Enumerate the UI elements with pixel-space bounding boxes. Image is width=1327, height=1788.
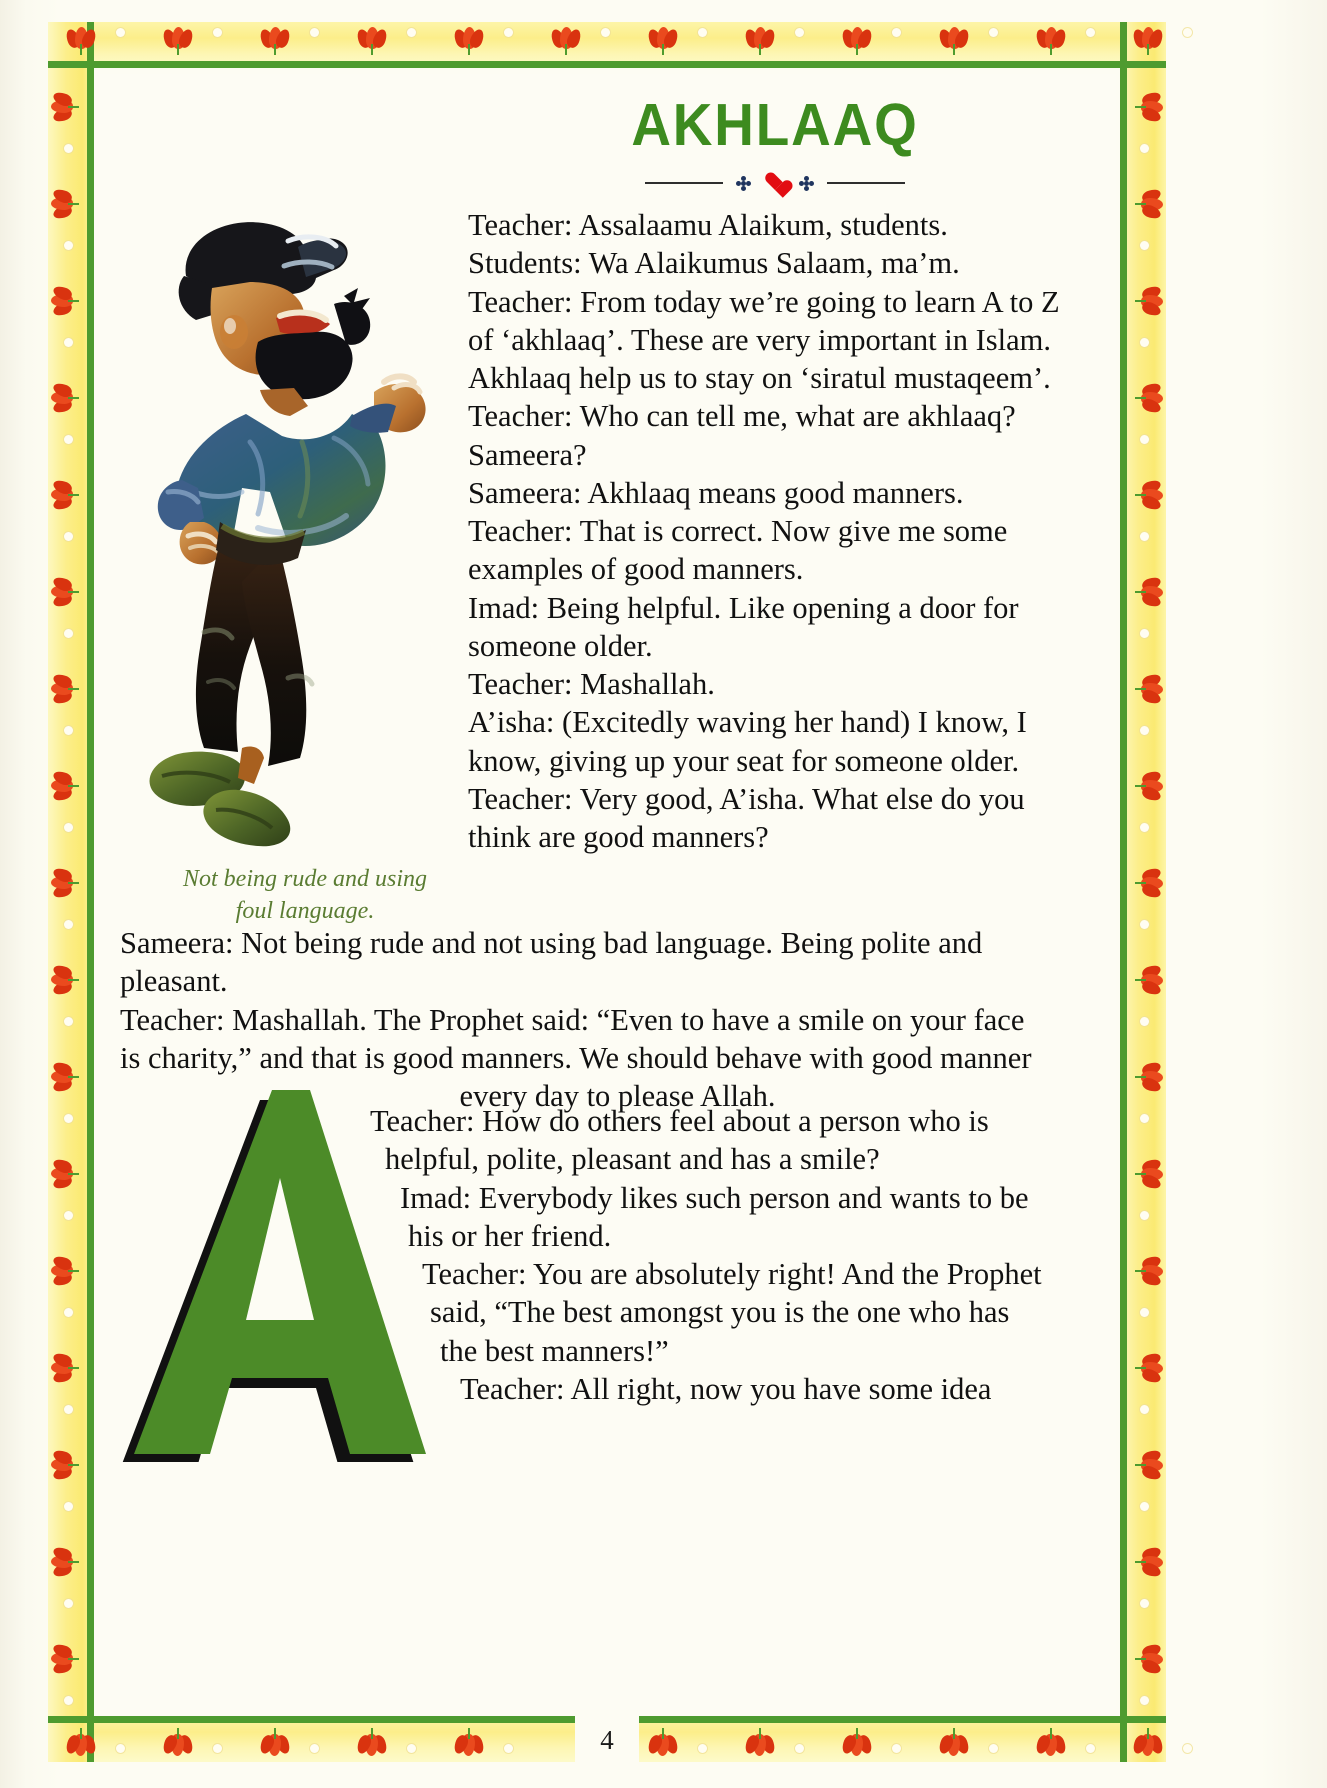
border-dot	[1140, 1308, 1149, 1317]
page-content	[100, 74, 1116, 1710]
dialogue-line: Akhlaaq help us to stay on ‘siratul mustaqeem’.	[468, 361, 1051, 396]
dialogue-line: Teacher: Mashallah.	[468, 667, 715, 702]
tulip-icon	[51, 480, 81, 510]
border-dot	[64, 1114, 73, 1123]
tulip-icon	[1133, 480, 1163, 510]
illustration-caption	[130, 864, 480, 928]
tulip-icon	[163, 1726, 193, 1756]
tulip-icon	[1133, 189, 1163, 219]
wrapped-paragraph-line: Teacher: How do others feel about a person who is	[370, 1104, 989, 1138]
border-dot	[64, 1502, 73, 1511]
border-dot	[698, 28, 707, 37]
dialogue-line: A’isha: (Excitedly waving her hand) I know, I	[468, 705, 1027, 740]
dialogue-line: Teacher: From today we’re going to learn A to Z	[468, 284, 1060, 319]
border-dot	[64, 532, 73, 541]
tulip-icon	[357, 27, 387, 57]
paragraph-line: is charity,” and that is good manners. We should behave with good manner	[120, 1040, 1032, 1075]
tulip-icon	[454, 27, 484, 57]
tulip-icon	[648, 1726, 678, 1756]
tulip-icon	[1133, 286, 1163, 316]
dialogue-line: think are good manners?	[468, 820, 769, 855]
border-dot	[504, 28, 513, 37]
tulip-icon	[66, 27, 96, 57]
tulip-icon	[1133, 1726, 1163, 1756]
divider-rule-right	[827, 182, 905, 184]
page-title: AKHLAAQ	[631, 92, 919, 158]
border-dot	[989, 28, 998, 37]
border-dot	[116, 1744, 125, 1753]
border-dot	[116, 28, 125, 37]
border-dot	[64, 629, 73, 638]
tulip-icon	[51, 1159, 81, 1189]
border-dot	[989, 1744, 998, 1753]
border-dot	[1140, 1502, 1149, 1511]
border-dot	[64, 144, 73, 153]
tulip-icon	[51, 868, 81, 898]
dialogue-line: know, giving up your seat for someone older.	[468, 743, 1020, 778]
wrapped-paragraph-line: Teacher: You are absolutely right! And the Prophet	[422, 1257, 1042, 1292]
border-dot	[1140, 629, 1149, 638]
border-dot	[1140, 241, 1149, 250]
border-dot	[1140, 1696, 1149, 1705]
border-dot	[64, 1308, 73, 1317]
border-dot	[1140, 1211, 1149, 1220]
tulip-icon	[454, 1726, 484, 1756]
tulip-icon	[1133, 965, 1163, 995]
tulip-icon	[51, 286, 81, 316]
ornamental-divider	[455, 173, 1095, 193]
paragraph-line: every day to please Allah.	[459, 1079, 776, 1114]
dialogue-line: of ‘akhlaaq’. These are very important in Islam.	[468, 322, 1051, 357]
tulip-icon	[51, 1353, 81, 1383]
border-dot	[1140, 1599, 1149, 1608]
tulip-icon	[842, 27, 872, 57]
tulip-icon	[51, 577, 81, 607]
tulip-icon	[51, 189, 81, 219]
border-dot	[795, 1744, 804, 1753]
paragraph-wrapped	[100, 1102, 1112, 1408]
tulip-icon	[551, 27, 581, 57]
tulip-icon	[1133, 27, 1163, 57]
border-dot	[64, 1696, 73, 1705]
tulip-icon	[357, 1726, 387, 1756]
wrapped-paragraph-line: Teacher: All right, now you have some idea	[460, 1371, 992, 1406]
dialogue-line: Teacher: Very good, A’isha. What else do you	[468, 781, 1025, 816]
border-dot	[310, 1744, 319, 1753]
quatrefoil-icon-left	[736, 176, 751, 191]
tulip-icon	[939, 27, 969, 57]
tulip-icon	[1133, 1450, 1163, 1480]
border-dot	[1140, 823, 1149, 832]
tulip-icon	[1133, 1159, 1163, 1189]
tulip-icon	[1133, 771, 1163, 801]
tulip-icon	[1133, 674, 1163, 704]
tulip-icon	[260, 1726, 290, 1756]
wrapped-paragraph-line: his or her friend.	[408, 1218, 612, 1253]
border-dot	[64, 435, 73, 444]
border-inner-line-left	[87, 22, 94, 1762]
border-dot	[1140, 1017, 1149, 1026]
border-dot	[892, 28, 901, 37]
border-dot	[64, 726, 73, 735]
dialogue-line: Imad: Being helpful. Like opening a door for	[468, 590, 1019, 625]
border-inner-line-top	[48, 61, 1166, 68]
tulip-icon	[51, 771, 81, 801]
border-dot	[1140, 435, 1149, 444]
tulip-icon	[1133, 1062, 1163, 1092]
tulip-icon	[51, 92, 81, 122]
paragraph-line: pleasant.	[120, 964, 228, 999]
dialogue-line: examples of good manners.	[468, 552, 804, 587]
border-dot	[1140, 338, 1149, 347]
illustration-angry-boy	[138, 192, 468, 872]
tulip-icon	[51, 1644, 81, 1674]
border-dot	[1086, 1744, 1095, 1753]
border-dot	[64, 1211, 73, 1220]
tulip-icon	[1036, 1726, 1066, 1756]
border-dot	[64, 920, 73, 929]
tulip-icon	[51, 1547, 81, 1577]
page-number: 4	[600, 1725, 614, 1755]
tulip-icon	[51, 1062, 81, 1092]
heart-icon	[764, 173, 786, 193]
border-dot	[64, 1405, 73, 1414]
border-dot	[64, 1599, 73, 1608]
tulip-icon	[1133, 868, 1163, 898]
dialogue-line: Sameera?	[468, 437, 587, 472]
border-dot	[1140, 1114, 1149, 1123]
wrapped-paragraph-line: the best manners!”	[440, 1333, 669, 1368]
dialogue-line: Teacher: Assalaamu Alaikum, students.	[468, 208, 948, 242]
tulip-icon	[745, 27, 775, 57]
border-dot	[1140, 920, 1149, 929]
tulip-icon	[51, 674, 81, 704]
border-dot	[1140, 726, 1149, 735]
dialogue-line: Teacher: Who can tell me, what are akhlaaq?	[468, 399, 1016, 434]
border-dot	[64, 338, 73, 347]
tulip-icon	[1133, 92, 1163, 122]
tulip-icon	[163, 27, 193, 57]
tulip-icon	[939, 1726, 969, 1756]
border-dot	[1183, 28, 1192, 37]
border-dot	[1183, 1744, 1192, 1753]
tulip-icon	[745, 1726, 775, 1756]
border-inner-line-right	[1120, 22, 1127, 1762]
dialogue-column	[468, 206, 1108, 857]
tulip-icon	[260, 27, 290, 57]
wrapped-paragraph-line: helpful, polite, pleasant and has a smile?	[385, 1142, 880, 1177]
tulip-icon	[1133, 1256, 1163, 1286]
border-dot	[698, 1744, 707, 1753]
tulip-icon	[51, 1256, 81, 1286]
border-dot	[310, 28, 319, 37]
caption-line-1: Not being rude and using	[183, 866, 427, 892]
tulip-icon	[66, 1726, 96, 1756]
tulip-icon	[1133, 1644, 1163, 1674]
tulip-icon	[648, 27, 678, 57]
border-dot	[1140, 1405, 1149, 1414]
quatrefoil-icon-right	[799, 176, 814, 191]
border-dot	[407, 28, 416, 37]
tulip-icon	[1133, 1547, 1163, 1577]
dialogue-line: someone older.	[468, 628, 653, 663]
border-dot	[601, 28, 610, 37]
border-dot	[1086, 28, 1095, 37]
border-dot	[795, 28, 804, 37]
wrapped-paragraph-line: said, “The best amongst you is the one who has	[430, 1295, 1010, 1330]
tulip-icon	[51, 383, 81, 413]
caption-line-2: foul language.	[235, 897, 375, 924]
heading-block	[455, 92, 1095, 193]
tulip-icon	[1036, 27, 1066, 57]
tulip-icon	[842, 1726, 872, 1756]
border-dot	[213, 28, 222, 37]
dialogue-line: Sameera: Akhlaaq means good manners.	[468, 475, 964, 510]
dialogue-line: Teacher: That is correct. Now give me some	[468, 514, 1008, 549]
paragraph-line: Sameera: Not being rude and not using bad language. Being polite and	[120, 926, 983, 960]
border-dot	[213, 1744, 222, 1753]
border-dot	[64, 241, 73, 250]
border-dot	[1140, 532, 1149, 541]
border-dot	[504, 1744, 513, 1753]
tulip-icon	[51, 965, 81, 995]
border-dot	[64, 823, 73, 832]
border-dot	[892, 1744, 901, 1753]
border-dot	[407, 1744, 416, 1753]
tulip-icon	[1133, 383, 1163, 413]
border-dot	[1140, 144, 1149, 153]
paragraph-line: Teacher: Mashallah. The Prophet said: “Even to have a smile on your face	[120, 1002, 1025, 1037]
tulip-icon	[1133, 1353, 1163, 1383]
tulip-icon	[51, 1450, 81, 1480]
border-dot	[64, 1017, 73, 1026]
dialogue-line: Students: Wa Alaikumus Salaam, ma’m.	[468, 246, 960, 281]
divider-rule-left	[645, 182, 723, 184]
wrapped-paragraph-line: Imad: Everybody likes such person and wants to be	[400, 1180, 1029, 1215]
tulip-icon	[1133, 577, 1163, 607]
